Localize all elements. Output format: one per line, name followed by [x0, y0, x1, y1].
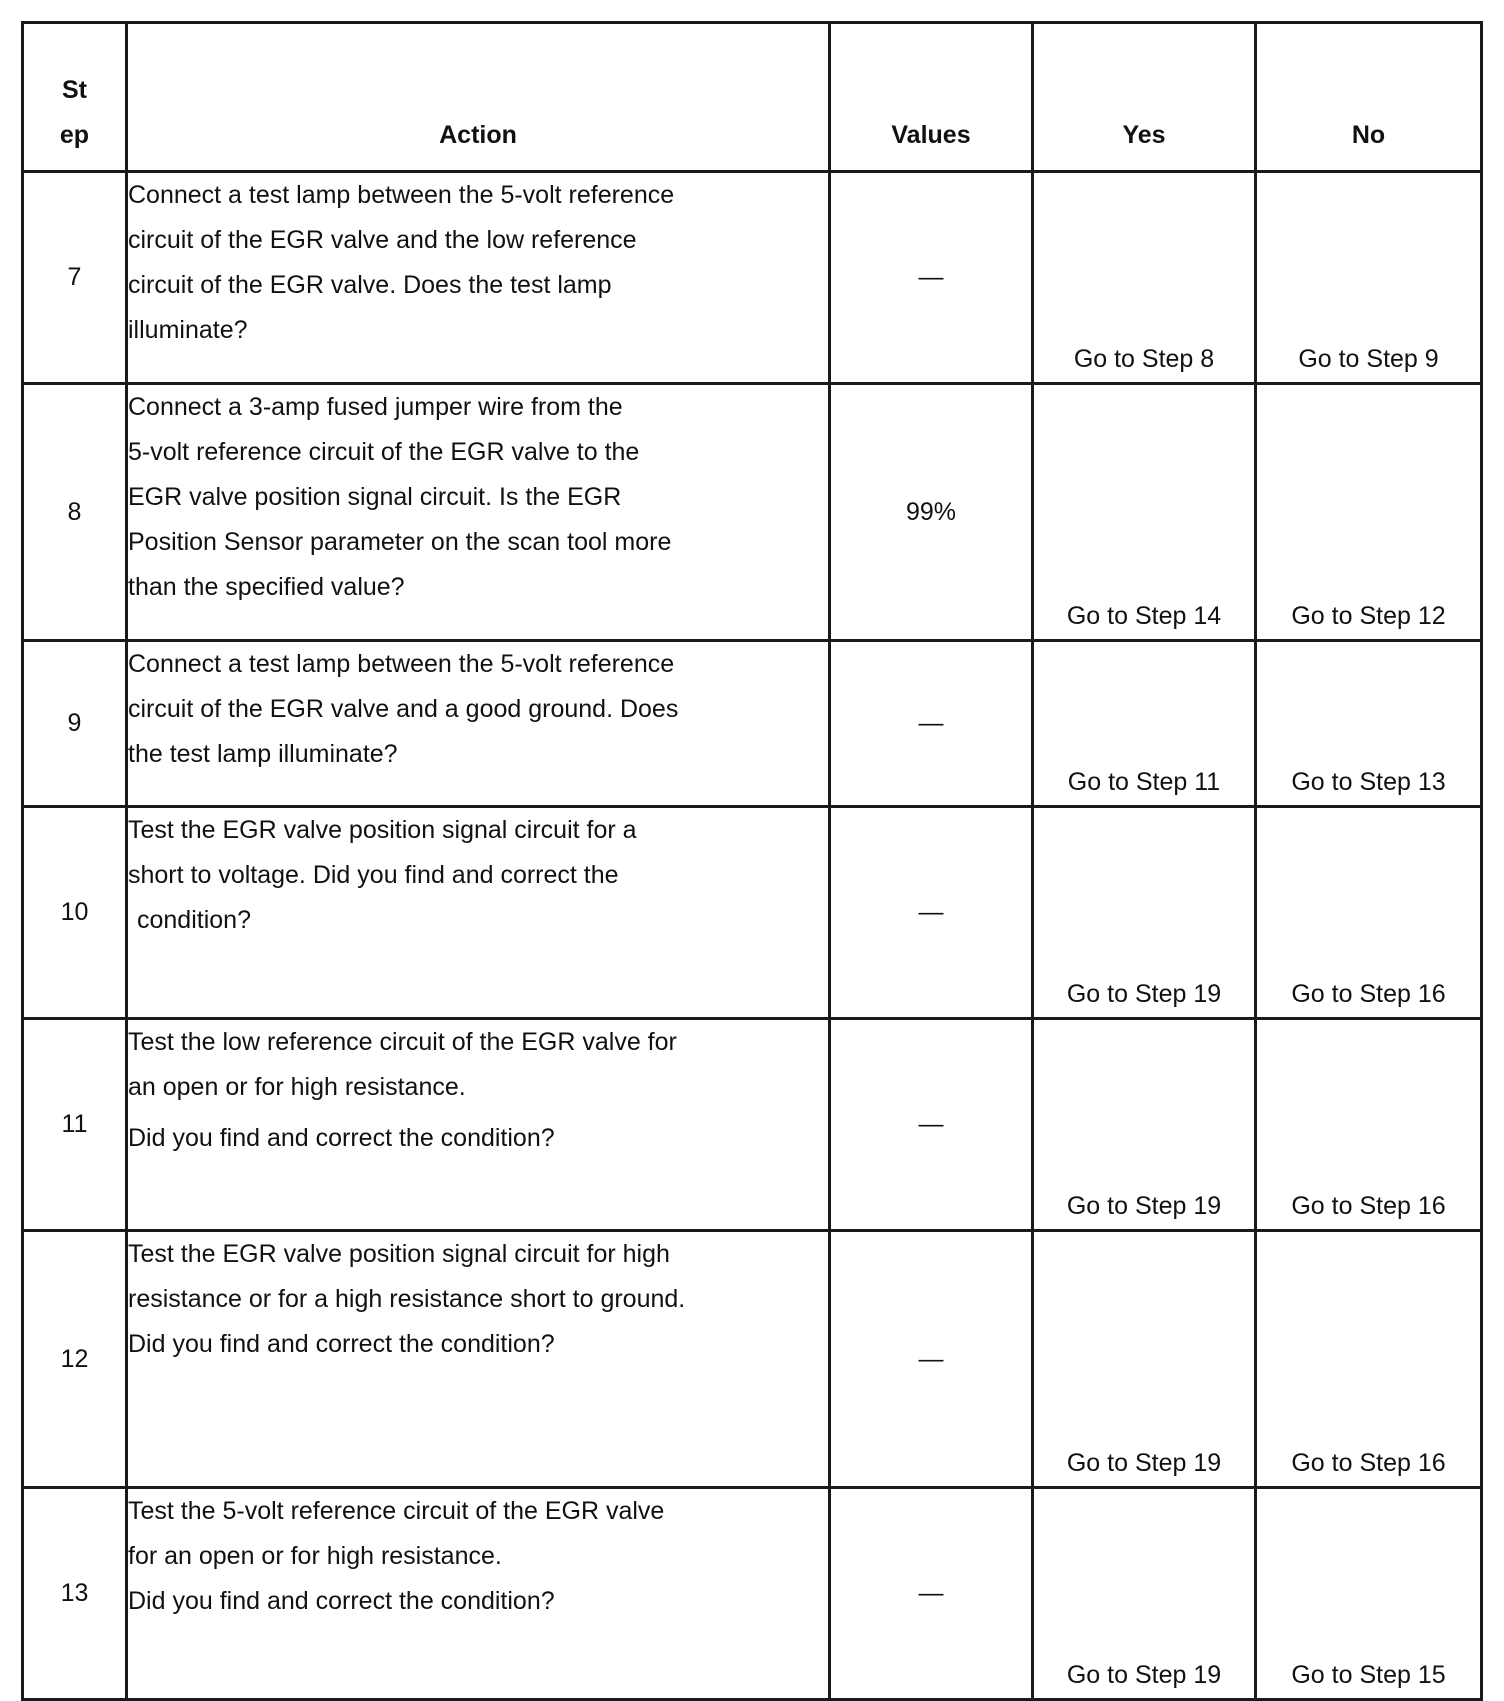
action-line: Test the EGR valve position signal circuit for a — [128, 816, 637, 844]
yes-cell: Go to Step 8 — [1033, 172, 1256, 384]
step-number: 8 — [23, 384, 127, 641]
action-cell — [127, 807, 830, 1019]
action-line: Test the EGR valve position signal circuit for high — [128, 1240, 670, 1268]
action-line: short to voltage. Did you find and correct the — [128, 861, 619, 889]
diagnostic-table — [21, 21, 1483, 1701]
action-cell — [127, 641, 830, 807]
action-line: Did you find and correct the condition? — [128, 1587, 555, 1615]
action-line: 5-volt reference circuit of the EGR valve to the — [128, 438, 640, 466]
action-cell — [127, 1488, 830, 1700]
no-cell: Go to Step 16 — [1256, 1231, 1482, 1488]
yes-cell: Go to Step 19 — [1033, 807, 1256, 1019]
action-line: Did you find and correct the condition? — [128, 1124, 555, 1152]
action-line: circuit of the EGR valve. Does the test lamp — [128, 271, 612, 299]
action-line: circuit of the EGR valve and a good ground. Does — [128, 695, 679, 723]
step-number: 12 — [23, 1231, 127, 1488]
action-line: circuit of the EGR valve and the low reference — [128, 226, 637, 254]
action-line: for an open or for high resistance. — [128, 1542, 502, 1570]
yes-cell: Go to Step 14 — [1033, 384, 1256, 641]
value-cell: — — [830, 1231, 1033, 1488]
header-row — [23, 23, 1482, 172]
action-line: EGR valve position signal circuit. Is the EGR — [128, 483, 622, 511]
action-line: an open or for high resistance. — [128, 1073, 466, 1101]
action-line: Did you find and correct the condition? — [128, 1330, 555, 1358]
action-cell — [127, 1231, 830, 1488]
value-cell: — — [830, 172, 1033, 384]
no-cell: Go to Step 12 — [1256, 384, 1482, 641]
no-cell: Go to Step 15 — [1256, 1488, 1482, 1700]
yes-cell: Go to Step 19 — [1033, 1488, 1256, 1700]
yes-header: Yes — [1033, 23, 1256, 172]
values-header: Values — [830, 23, 1033, 172]
table-row — [23, 807, 1482, 1019]
step-number: 7 — [23, 172, 127, 384]
step-header-line: ep — [59, 121, 90, 149]
table-row — [23, 641, 1482, 807]
no-cell: Go to Step 13 — [1256, 641, 1482, 807]
value-cell: — — [830, 1488, 1033, 1700]
value-cell: 99% — [830, 384, 1033, 641]
table-row — [23, 1231, 1482, 1488]
value-cell: — — [830, 641, 1033, 807]
yes-cell: Go to Step 19 — [1033, 1231, 1256, 1488]
table-row — [23, 1019, 1482, 1231]
action-cell — [127, 172, 830, 384]
step-header — [23, 23, 127, 172]
step-header-line: St — [62, 76, 87, 104]
step-number: 9 — [23, 641, 127, 807]
value-cell: — — [830, 807, 1033, 1019]
step-number: 11 — [23, 1019, 127, 1231]
action-line: Test the low reference circuit of the EGR valve for — [128, 1028, 677, 1056]
action-header: Action — [127, 23, 830, 172]
no-cell: Go to Step 16 — [1256, 807, 1482, 1019]
action-line: the test lamp illuminate? — [128, 740, 398, 768]
action-cell — [127, 1019, 830, 1231]
yes-cell: Go to Step 11 — [1033, 641, 1256, 807]
action-cell — [127, 384, 830, 641]
step-number: 10 — [23, 807, 127, 1019]
action-line: Connect a test lamp between the 5-volt reference — [128, 181, 675, 209]
action-line: Connect a test lamp between the 5-volt reference — [128, 650, 675, 678]
action-line: Position Sensor parameter on the scan tool more — [128, 528, 672, 556]
action-line: resistance or for a high resistance short to ground. — [128, 1285, 686, 1313]
table-row — [23, 384, 1482, 641]
action-line: illuminate? — [128, 316, 248, 344]
value-cell: — — [830, 1019, 1033, 1231]
no-cell: Go to Step 16 — [1256, 1019, 1482, 1231]
no-cell: Go to Step 9 — [1256, 172, 1482, 384]
action-line: Connect a 3-amp fused jumper wire from the — [128, 393, 623, 421]
action-line: condition? — [137, 906, 251, 934]
step-number: 13 — [23, 1488, 127, 1700]
yes-cell: Go to Step 19 — [1033, 1019, 1256, 1231]
table-row — [23, 1488, 1482, 1700]
action-line: than the specified value? — [128, 573, 405, 601]
action-line: Test the 5-volt reference circuit of the EGR valve — [128, 1497, 665, 1525]
table-row — [23, 172, 1482, 384]
no-header: No — [1256, 23, 1482, 172]
